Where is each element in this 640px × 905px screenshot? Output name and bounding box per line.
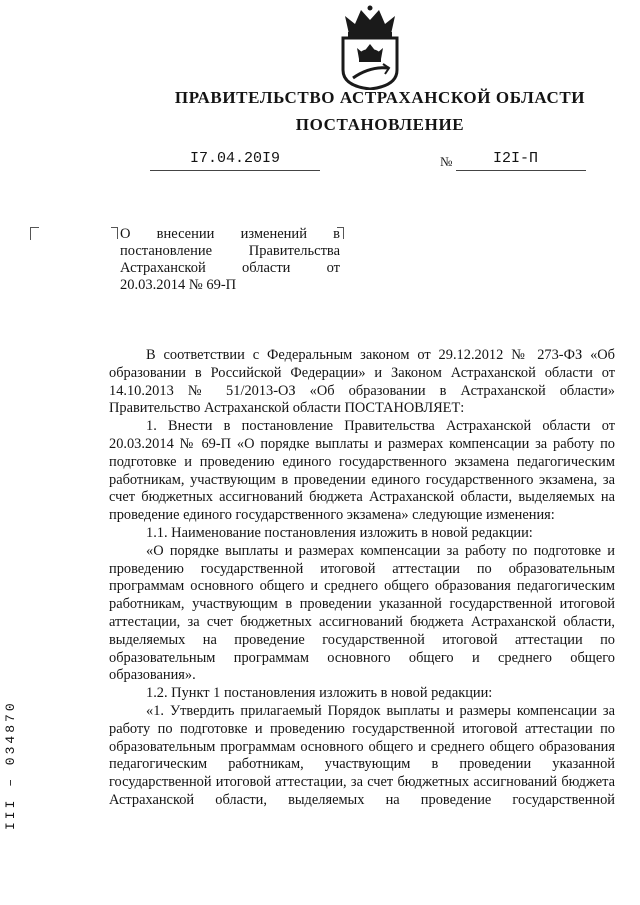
new-point-1-paragraph: «1. Утвердить прилагаемый Порядок выплаты и размеры компенсации за работу по подготовке и проведению государственной итоговой аттестации по образовательным программам основного общего и среднего общего образования педагогическим работникам, участвующим в проведении указанной государственной итоговой аттестации, за счет бюджетных ассигнований бюджета Астраханской области, выделяемых на проведение государственной bbox=[109, 702, 615, 808]
new-title-paragraph: «О порядке выплаты и размерах компенсации за работу по подготовке и проведению государственной итоговой аттестации по образовательным программам основного общего и среднего общего образования педагогическим работникам, участвующим в проведении указанной государственной итоговой аттестации, за счет бюджетных ассигнований бюджета Астраханской области, выделяемых на проведение государственной итоговой аттестации по образовательным программам основного общего и среднего общего образования». bbox=[109, 542, 615, 684]
document-body bbox=[109, 347, 615, 810]
serial-number: III – 034870 bbox=[3, 700, 18, 830]
coat-of-arms-icon bbox=[335, 4, 405, 90]
date-underline bbox=[150, 170, 320, 171]
corner-bracket-open bbox=[111, 227, 118, 239]
document-date: I7.04.20I9 bbox=[190, 150, 281, 167]
government-title: ПРАВИТЕЛЬСТВО АСТРАХАНСКОЙ ОБЛАСТИ bbox=[174, 88, 586, 107]
document-subject: О внесении изменений в постановление Правительства Астраханской области от 20.03.2014 № 69-П bbox=[120, 226, 340, 293]
number-underline bbox=[456, 170, 586, 171]
number-sign: № bbox=[440, 154, 453, 169]
preamble-paragraph: В соответствии с Федеральным законом от 29.12.2012 № 273-ФЗ «Об образовании в Российской Федерации» и Законом Астраханской области от 14.10.2013 № 51/2013-ОЗ «Об образовании в Астраханской области» Правительство Астраханской области ПОСТАНОВЛЯЕТ: bbox=[109, 347, 615, 417]
corner-mark-left bbox=[30, 227, 39, 240]
clause-1-1-paragraph: 1.1. Наименование постановления изложить в новой редакции: bbox=[146, 524, 533, 541]
document-type: ПОСТАНОВЛЕНИЕ bbox=[295, 115, 465, 134]
clause-1-paragraph: 1. Внести в постановление Правительства Астраханской области от 20.03.2014 № 69-П «О порядке выплаты и размерах компенсации за работу по подготовке и проведению единого государственного экзамена педагогическим работникам, участвующим в проведении единого государственного экзамена, за счет бюджетных ассигнований бюджета Астраханской области, выделяемых на проведение единого государственного экзамена» следующие изменения: bbox=[109, 418, 615, 524]
clause-1-2-paragraph: 1.2. Пункт 1 постановления изложить в новой редакции: bbox=[146, 685, 493, 702]
document-number: I2I-П bbox=[493, 150, 539, 167]
